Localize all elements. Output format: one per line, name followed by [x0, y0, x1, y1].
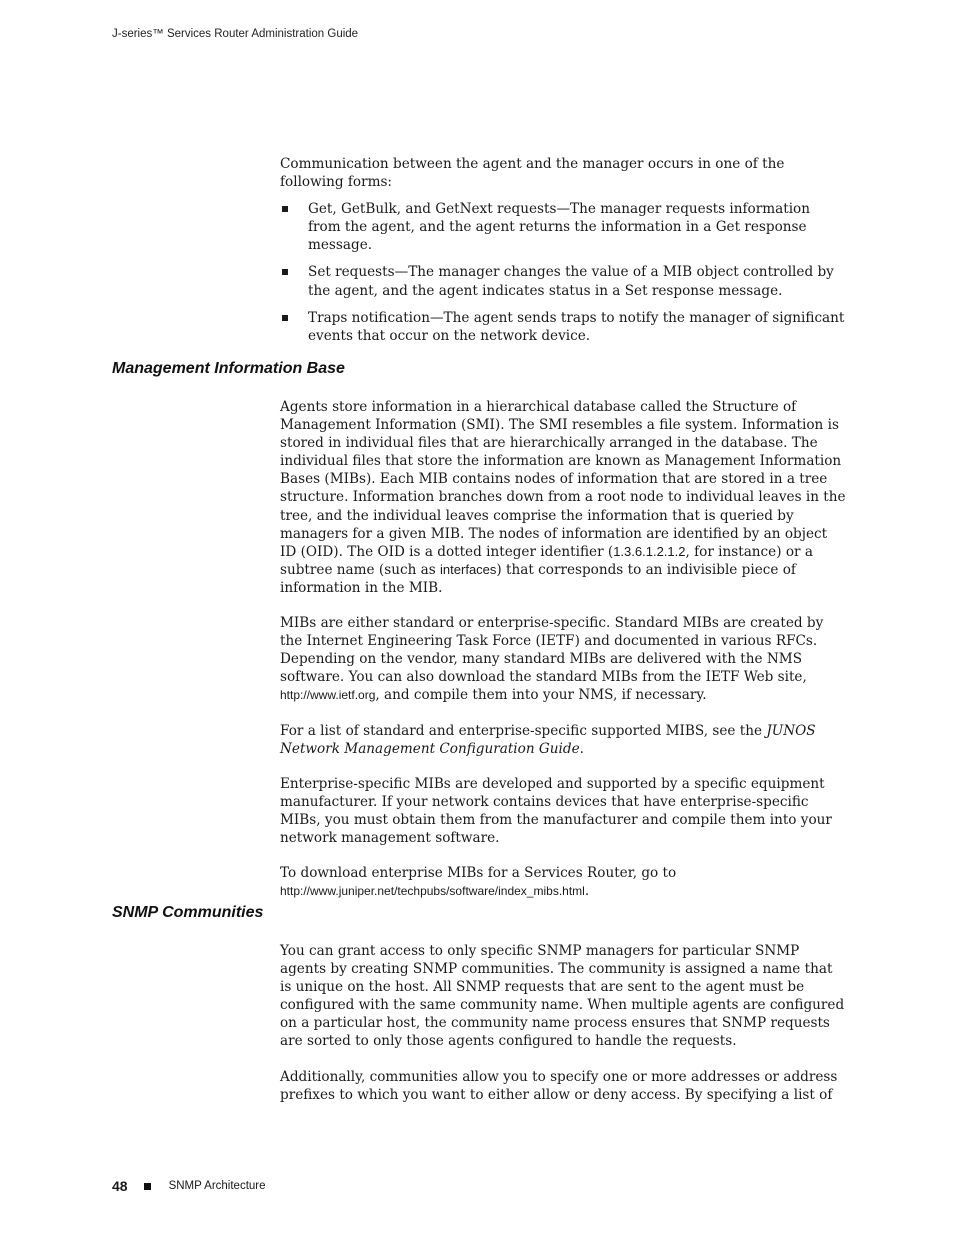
- intro-block: [280, 155, 846, 354]
- ietf-link[interactable]: http://www.ietf.org: [280, 688, 376, 703]
- guide-citation: JUNOS Network Management Configuration Guide: [280, 722, 816, 757]
- page-footer: [112, 1178, 266, 1194]
- mib-paragraph-2: MIBs are either standard or enterprise-specific. Standard MIBs are created by the Internet Engineering Task Force (IETF) and documented in various RFCs. Depending on the vendor, many standard MIBs are delivered with the NMS software. You can also download the standard MIBs from the IETF Web site, http://www.ietf.org, and compile them into your NMS, if necessary.: [280, 615, 824, 704]
- request-types-list: [280, 200, 846, 345]
- subtree-example: interfaces: [440, 561, 497, 577]
- list-item: Set requests—The manager changes the value of a MIB object controlled by the agent, and the agent indicates status in a Set response message.: [280, 263, 846, 299]
- list-item: Traps notification—The agent sends traps to notify the manager of significant events that occur on the network device.: [280, 309, 846, 345]
- communities-paragraph-2: Additionally, communities allow you to specify one or more addresses or address prefixes to which you want to either allow or deny access. By specifying a list of: [280, 1068, 838, 1103]
- mib-paragraph-3: For a list of standard and enterprise-specific supported MIBS, see the JUNOS Network Management Configuration Guide.: [280, 722, 816, 757]
- footer-section-title: SNMP Architecture: [168, 1180, 266, 1192]
- footer-square-icon: [144, 1183, 151, 1190]
- section-heading-mib: Management Information Base: [112, 360, 345, 377]
- mib-paragraph-1: Agents store information in a hierarchical database called the Structure of Management Information (SMI). The SMI resembles a file system. Information is stored in individual files that are hierarchically arranged in the database. The individual files that store the information are known as Management Information Bases (MIBs). Each MIB contains nodes of information that are stored in a tree structure. Information branches down from a root node to individual leaves in the tree, and the individual leaves comprise the information that is queried by managers for a given MIB. The nodes of information are identified by an object ID (OID). The OID is a dotted integer identifier (1.3.6.1.2.1.2, for instance) or a subtree name (such as interfaces) that corresponds to an indivisible piece of information in the MIB.: [280, 399, 846, 596]
- list-item: Get, GetBulk, and GetNext requests—The manager requests information from the agent, and the agent returns the information in a Get response message.: [280, 200, 846, 254]
- running-header: J-series™ Services Router Administration Guide: [112, 28, 359, 40]
- mib-paragraph-4: Enterprise-specific MIBs are developed and supported by a specific equipment manufacturer. If your network contains devices that have enterprise-specific MIBs, you must obtain them from the manufacturer and compile them into your network management software.: [280, 775, 832, 846]
- intro-paragraph: Communication between the agent and the manager occurs in one of the following forms:: [280, 156, 785, 191]
- page-number: 48: [112, 1178, 128, 1194]
- juniper-mibs-link[interactable]: http://www.juniper.net/techpubs/software/index_mibs.html: [280, 884, 585, 899]
- bullet-square-icon: [282, 269, 288, 275]
- communities-paragraph-1: You can grant access to only specific SNMP managers for particular SNMP agents by creating SNMP communities. The community is assigned a name that is unique on the host. All SNMP requests that are sent to the agent must be configured with the same community name. When multiple agents are configured on a particular host, the community name process ensures that SNMP requests are sorted to only those agents configured to handle the requests.: [280, 943, 845, 1050]
- bullet-square-icon: [282, 315, 288, 321]
- communities-section-body: [280, 942, 846, 1104]
- mib-section-body: [280, 398, 846, 900]
- bullet-square-icon: [282, 206, 288, 212]
- oid-example: 1.3.6.1.2.1.2: [613, 543, 686, 559]
- mib-paragraph-5: To download enterprise MIBs for a Services Router, go to http://www.juniper.net/techpubs/software/index_mibs.html.: [280, 865, 677, 900]
- section-heading-communities: SNMP Communities: [112, 904, 264, 921]
